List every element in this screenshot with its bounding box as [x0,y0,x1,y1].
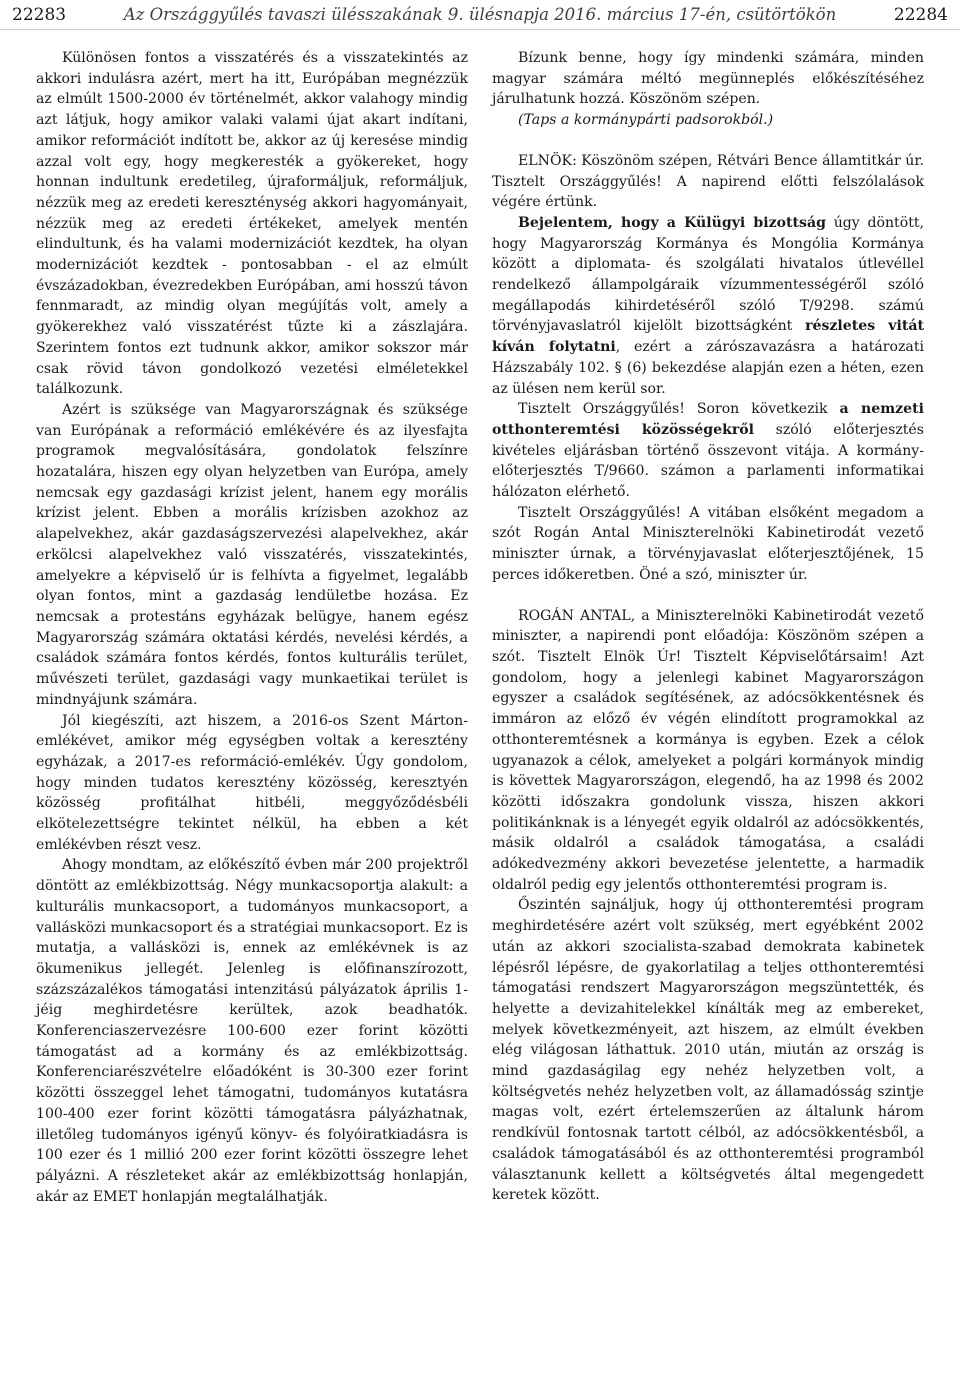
right-page-number: 22284 [893,4,948,25]
chair-statement: ELNÖK: Köszönöm szépen, Rétvári Bence államtitkár úr. Tisztelt Országgyűlés! A napirend előtti felszólalások végére értünk. [492,152,924,211]
applause-note: (Taps a kormánypárti padsorokból.) [518,112,774,129]
bold-text: Bejelentem, hogy a Külügyi bizottság [518,214,826,231]
running-header [0,0,960,30]
paragraph: Tisztelt Országgyűlés! A vitában elsőként megadom a szót Rogán Antal Miniszterelnöki Kabinetirodát vezető miniszter úrnak, a törvényjavaslat előterjesztőjének, 15 perces időkeretben. Öné a szó, miniszter úr. [492,504,924,583]
right-column [492,48,924,1206]
committee-announcement [492,213,924,399]
text-run: Tisztelt Országgyűlés! Soron következik [518,401,840,418]
text-run: szóló előterjesztés kivételes eljárásban történő összevont vitája. A kormány-előterjesztés T/9660. számon a parlamenti informatikai hálózaton elérhető. [492,421,924,501]
paragraph: Jól kiegészíti, azt hiszem, a 2016-os Szent Márton-emlékévet, amikor még egységben voltak a keresztény egyházak, a 2017-es reformáció-emlékév. Úgy gondolom, hogy minden tudatos keresztény közösség, keresztyén közösség profitálhat hitbéli, meggyőződésbéli elkötelezettségre tekintet nélkül, ha ebben a két emlékévben részt vesz. [36,712,468,853]
paragraph: Őszintén sajnáljuk, hogy új otthonteremtési program meghirdetésére azért volt szükség, mert egyébként 2002 után az akkori szocialista-szabad demokrata kabinetek lépésről lépésre, de gyakorlatilag a teljes otthonteremtési támogatási rendszert Magyarországon megszüntették, és helyette a devizahitelekkel kínálták meg az embereket, melyek következményeit, azt hiszem, az elmúlt években elég világosan láthattuk. 2010 után, miután az ország is mind gazdaságilag egy nehéz helyzetben volt, a költségvetés nehéz helyzetben volt, az államadósság szintje magas volt, ezért értelemszerűen az általunk három rendkívül fontosnak tartott célból, az adócsökkentésből, a családok támogatásából és az otthonteremtési programból választanunk kellett a költségvetés által megengedett keretek között. [492,897,924,1204]
paragraph: Bízunk benne, hogy így mindenki számára, minden magyar számára méltó megünneplés előkészítéséhez járulhatunk hozzá. Köszönöm szépen. [492,50,924,108]
speaker-paragraph: ROGÁN ANTAL, a Miniszterelnöki Kabinetirodát vezető miniszter, a napirendi pont előadója: Köszönöm szépen a szót. Tisztelt Elnök Úr! Tisztelt Képviselőtársaim! Azt gondolom, hogy a jelenlegi kabinet Magyarországon egyszer a családok segítésének, az adócsökkentésnek és immáron az előző év végén elindított programokkal az otthonteremtésnek a kormánya is egyben. Ezek a célok ugyanazok a célok, amelyeket a polgári kormányok mindig is követtek Magyarországon, elegendő, ha az 1998 és 2002 közötti időszakra gondolunk vissza, hiszen akkori politikánknak is a lényegét egyik oldalról az adócsökkentés, másik oldalról a családok támogatása, a családi adókedvezmény akkori bevezetése jelentette, a harmadik oldalról pedig egy jelentős otthonteremtési program is. [492,607,924,893]
running-title: Az Országgyűlés tavaszi ülésszakának 9. ülésnapja 2016. március 17-én, csütörtökön [123,5,837,24]
paragraph: Azért is szüksége van Magyarországnak és szüksége van Európának a reformáció emlékévére és az ilyesfajta programok megvalósítására, gondolatok felszínre hozatalára, hiszen egy olyan helyzetben van Európa, amely nemcsak egy gazdasági krízist jelent, hanem egy morális krízist jelent. Ebben a morális krízisben azokhoz az alapelvekhez, akár gazdaságszervezési alapelvekhez, akár erkölcsi alapelvekhez való visszatérés, visszatekintés, amelyekre a képviselő úr is felhívta a figyelmet, legalább olyan fontos, mint a gazdaság lendületbe hozása. Ez nemcsak a protestáns egyházak belügye, hanem egész Magyarország számára oktatási kérdés, nevelési kérdés, a családok számára fontos kérdés, fontos kulturális terület, művészeti terület, gazdasági vagy munkaetikai terület is mindnyájunk számára. [36,401,468,708]
left-page-number: 22283 [12,4,67,25]
agenda-item [492,399,924,503]
bold-text: részletes vitát kíván folytatni [492,318,924,356]
paragraph: Különösen fontos a visszatérés és a visszatekintés az akkori indulásra azért, mert ha itt, Európában megnézzük az elmúlt 1500-2000 év történelmét, akkor valahogy mindig azt látjuk, hogy amikor valaki valami újat akart indítani, amikor reformációt indított be, akkor az új keresése mindig azzal volt egy, hogy megkeresték a gyökereket, hogy honnan indultunk eredetileg, újraformáljuk, reformáljuk, nézzük meg az eredeti kereszténység akkori hagyományait, nézzük meg az eredeti értékeket, amelyek mentén elindultunk, és ha valami modernizációt kezdtek, ha olyan modernizációt kezdtek - pontosabban - el az elmúlt évszázadokban, évezredekben Európában, ami hosszú távon fennmaradt, az mindig olyan megújítás volt, amely a gyökerekhez való visszatérést tűzte ki a zászlajára. Szerintem fontos ezt tudnunk akkor, amikor sokszor már csak rövid távon gondolkozó vezetési elméletekkel találkozunk. [36,50,468,398]
paragraph: Ahogy mondtam, az előkészítő évben már 200 projektről döntött az emlékbizottság. Négy munkacsoportja alakult: a kulturális munkacsoport, a tudományos munkacsoport, a vallásközi munkacsoport és a stratégiai munkacsoport. Ez is mutatja, a vallásközi is, ennek az emlékévnek is az ökumenikus jellegét. Jelenleg is előfinanszírozott, százszázalékos támogatási intenzitású pályázatok április 1-jéig meghirdetésre kerültek, azok beadhatók. Konferenciaszervezésre 100-600 ezer forint közötti támogatást ad a kormány és az emlékbizottság. Konferenciarészvételre előadóként is 30-300 ezer forint közötti összeggel lehet támogatni, tudományos kutatásra 100-400 ezer forint közötti támogatásra pályázhatnak, illetőleg tudományos igényű könyv- és folyóiratkiadásra is 100 ezer és 1 millió 200 ezer forint közötti összegre lehet pályázni. A részleteket akár az emlékbizottság honlapján, akár az EMET honlapján megtalálhatják. [36,857,468,1205]
text-run: , ezért a zárószavazásra a határozati Házszabály 102. § (6) bekezdése alapján ezen a héten, ezen az ülésen nem kerül sor. [492,339,924,397]
left-column [36,48,468,1207]
text-run: úgy döntött, hogy Magyarország Kormánya és Mongólia Kormánya között a diplomata- és szolgálati hivatalos útlevéllel rendelkező állampolgáraik vízummentességéről szóló megállapodás kihirdetéséről szóló T/9298. számú törvényjavaslatról kijelölt bizottságként [492,214,925,335]
bold-text: a nemzeti otthonteremtési közösségekről [492,401,924,438]
